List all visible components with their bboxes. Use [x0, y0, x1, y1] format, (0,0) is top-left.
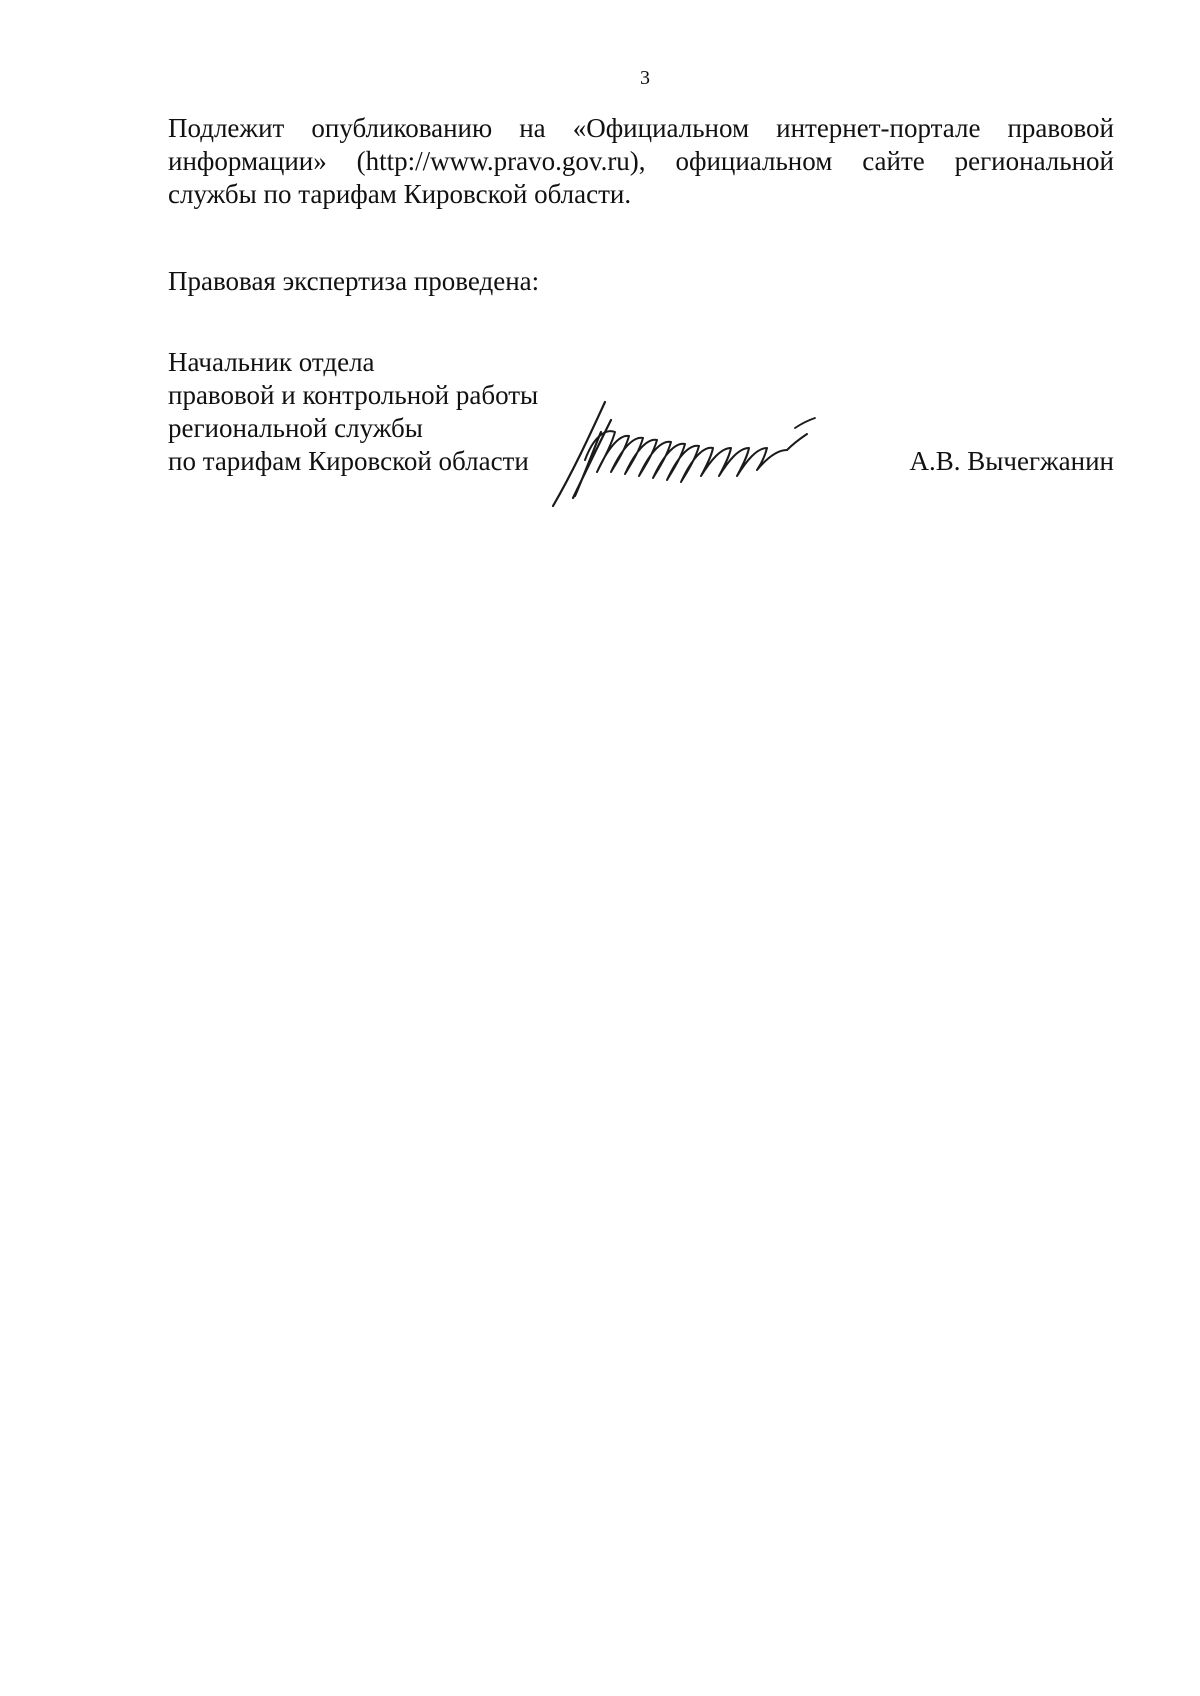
signatory-position [168, 346, 538, 478]
signatory-position-line: Начальник отдела [168, 347, 375, 377]
legal-review-statement: Правовая экспертиза проведена: [168, 266, 540, 296]
page-number: 3 [640, 67, 650, 89]
handwritten-signature [545, 398, 845, 508]
publication-notice: Подлежит опубликованию на «Официальном интернет-портале правовой информации» (http://www.pravo.gov.ru), официальном сайте региональной службы по тарифам Кировской области. [168, 113, 1114, 209]
signatory-position-line: правовой и контрольной работы [168, 380, 539, 410]
signatory-position-line: региональной службы [168, 413, 423, 443]
signatory-name: А.В. Вычегжанин [909, 446, 1114, 476]
signatory-position-line: по тарифам Кировской области [168, 446, 529, 476]
